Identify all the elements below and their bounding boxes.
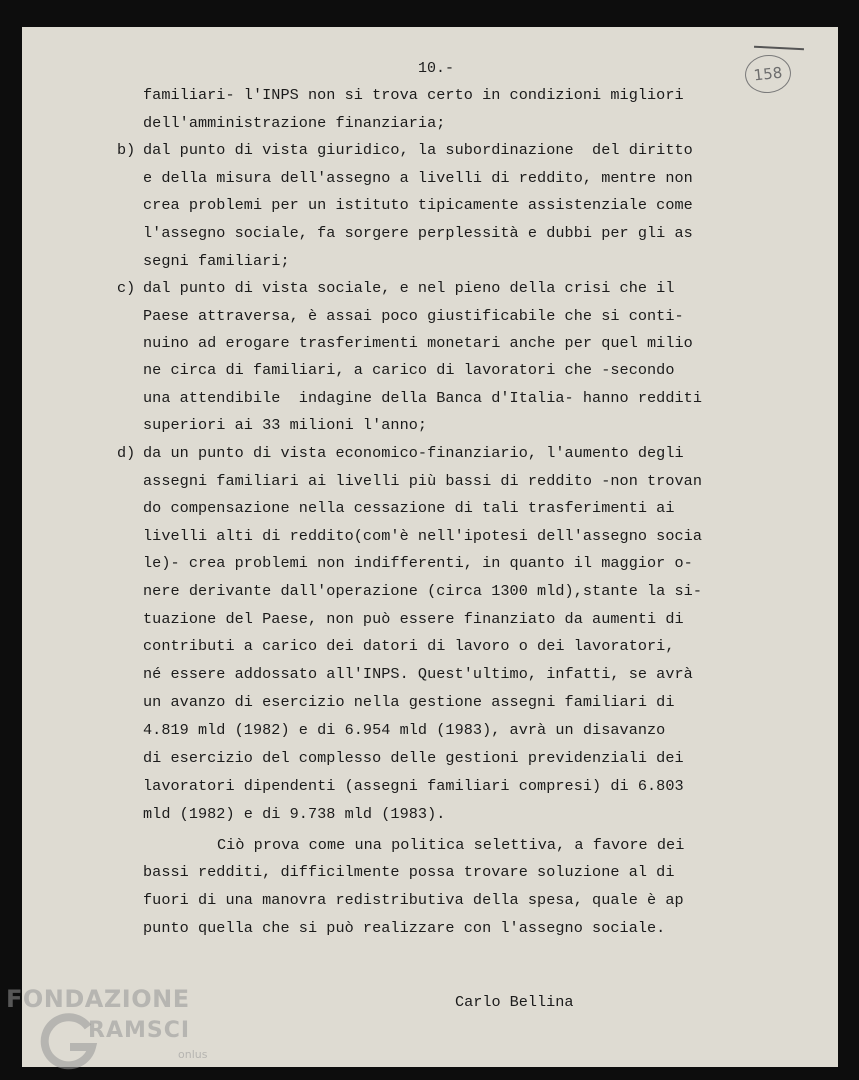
text-line: segni familiari; [143, 252, 290, 270]
text-line: e della misura dell'assegno a livelli di reddito, mentre non [143, 169, 693, 187]
watermark-onlus: onlus [178, 1048, 208, 1061]
text-line: lavoratori dipendenti (assegni familiari compresi) di 6.803 [143, 777, 684, 795]
list-marker-b: b) [117, 141, 136, 159]
text-line: bassi redditi, difficilmente possa trovare soluzione al di [143, 863, 675, 881]
text-line: da un punto di vista economico-finanziario, l'aumento degli [143, 444, 684, 462]
text-line: familiari- l'INPS non si trova certo in condizioni migliori [143, 86, 684, 104]
text-line: 4.819 mld (1982) e di 6.954 mld (1983), avrà un disavanzo [143, 721, 666, 739]
text-line: nere derivante dall'operazione (circa 1300 mld),stante la si- [143, 582, 703, 600]
signature: Carlo Bellina [455, 993, 574, 1011]
text-line: livelli alti di reddito(com'è nell'ipotesi dell'assegno socia [143, 527, 703, 545]
watermark-line1: FONDAZIONE [6, 985, 190, 1013]
list-marker-c: c) [117, 279, 136, 297]
text-line: crea problemi per un istituto tipicamente assistenziale come [143, 196, 693, 214]
list-marker-d: d) [117, 444, 136, 462]
text-line: superiori ai 33 milioni l'anno; [143, 416, 428, 434]
text-line: contributi a carico dei datori di lavoro o dei lavoratori, [143, 637, 675, 655]
watermark-line2: RAMSCI [88, 1018, 191, 1043]
text-line: dal punto di vista giuridico, la subordinazione del diritto [143, 141, 693, 159]
text-line: mld (1982) e di 9.738 mld (1983). [143, 805, 446, 823]
text-line: Paese attraversa, è assai poco giustificabile che si conti- [143, 307, 684, 325]
text-line: nuino ad erogare trasferimenti monetari anche per quel milio [143, 334, 693, 352]
text-line: punto quella che si può realizzare con l'assegno sociale. [143, 919, 666, 937]
text-line: dell'amministrazione finanziaria; [143, 114, 446, 132]
text-line: di esercizio del complesso delle gestioni previdenziali dei [143, 749, 684, 767]
text-line: assegni familiari ai livelli più bassi di reddito -non trovan [143, 472, 703, 490]
text-line: le)- crea problemi non indifferenti, in quanto il maggior o- [143, 554, 693, 572]
page-number: 10.- [418, 60, 455, 77]
text-line: do compensazione nella cessazione di tali trasferimenti ai [143, 499, 675, 517]
text-line: ne circa di familiari, a carico di lavoratori che -secondo [143, 361, 675, 379]
text-line: tuazione del Paese, non può essere finanziato da aumenti di [143, 610, 684, 628]
text-line: fuori di una manovra redistributiva della spesa, quale è ap [143, 891, 684, 909]
text-line: l'assegno sociale, fa sorgere perplessità e dubbi per gli as [143, 224, 693, 242]
archive-stamp: 158 [743, 53, 793, 96]
text-line: né essere addossato all'INPS. Quest'ultimo, infatti, se avrà [143, 665, 693, 683]
fondazione-gramsci-watermark [6, 985, 236, 1075]
text-line: una attendibile indagine della Banca d'Italia- hanno redditi [143, 389, 703, 407]
text-line: dal punto di vista sociale, e nel pieno della crisi che il [143, 279, 675, 297]
text-line: Ciò prova come una politica selettiva, a favore dei [217, 836, 685, 854]
text-line: un avanzo di esercizio nella gestione assegni familiari di [143, 693, 675, 711]
